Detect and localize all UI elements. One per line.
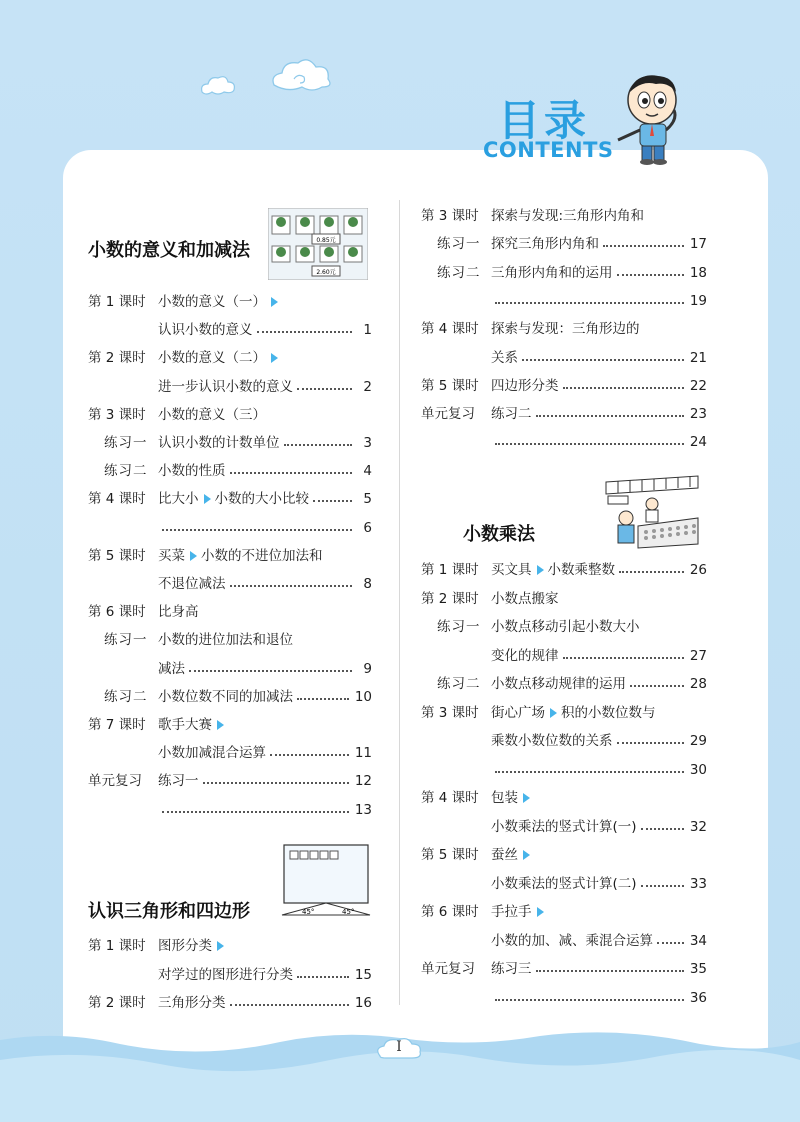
lesson-label: 第 3 课时 [421,208,479,224]
lesson-title: 变化的规律 [491,647,559,664]
dot-leader [162,811,349,813]
play-arrow-icon [537,565,544,575]
page-number-ref: 8 [363,576,372,592]
page-number-ref: 24 [689,434,707,451]
dot-leader [203,782,349,784]
lesson-title: 小数的意义（二） [158,350,266,367]
lesson-title: 小数的加、减、乘混合运算 [491,932,653,949]
dot-leader [657,942,684,944]
toc-entry[interactable] [421,727,707,749]
toc-entry[interactable] [88,711,372,733]
dot-leader [619,571,684,573]
toc-entry[interactable] [88,485,372,507]
dot-leader [522,359,684,361]
dot-leader [536,970,684,972]
toc-entry[interactable] [88,316,372,338]
lesson-label: 第 1 课时 [88,294,146,310]
dot-leader [495,302,684,304]
lesson-title: 比身高 [158,604,199,621]
page-number: I [396,1039,402,1055]
dot-leader [297,388,352,390]
mascot-boy-illustration [612,70,704,166]
toc-entry[interactable] [421,613,707,635]
toc-entry[interactable] [88,796,372,818]
page-number-ref: 1 [363,322,372,339]
lesson-label: 第 7 课时 [88,717,146,733]
lesson-label: 第 3 课时 [421,704,479,721]
dot-leader [270,754,349,756]
page-number-ref: 34 [689,932,707,949]
play-arrow-icon [271,297,278,307]
lesson-label: 练习二 [437,264,481,281]
toc-entry[interactable] [88,767,372,789]
lesson-label: 练习二 [437,676,481,692]
dot-leader [284,444,353,446]
lesson-title: 乘数小数位数的关系 [491,733,613,749]
dot-leader [495,443,684,445]
lesson-title: 小数的进位加法和退位 [158,632,293,649]
column-divider [399,200,400,1005]
toc-entry[interactable] [88,373,372,395]
lesson-title: 关系 [491,349,518,366]
page-number-ref: 19 [689,292,707,309]
toc-entry[interactable] [421,428,707,450]
play-arrow-icon [537,907,544,917]
page-number-ref: 12 [354,773,372,790]
page-number-ref: 13 [354,801,372,818]
dot-leader [641,885,684,887]
dot-leader [563,387,684,389]
cloud-decoration-left [198,72,240,98]
toc-entry[interactable] [421,259,707,281]
angle-label-2: 45° [342,908,355,916]
lesson-title: 小数乘法的竖式计算(二) [491,875,637,892]
lesson-title: 蚕丝 [491,847,518,863]
lesson-title: 小数的性质 [158,463,226,480]
lesson-title: 包装 [491,790,518,806]
lesson-title: 买菜 [158,547,185,564]
lesson-title: 小数加减混合运算 [158,745,266,762]
lesson-title: 不退位减法 [158,576,226,592]
page-number-ref: 29 [689,733,707,749]
lesson-title: 小数乘法的竖式计算(一) [491,818,637,835]
toc-entry[interactable] [88,961,372,983]
lesson-subtitle: 小数的不进位加法和 [201,547,323,564]
toc-entry[interactable] [421,556,707,578]
section-title-decimals: 小数的意义和加减法 [88,240,250,261]
lesson-label: 第 4 课时 [421,321,479,338]
page-number-ref: 2 [363,378,372,395]
page-subtitle: CONTENTS [483,138,614,162]
toc-entry[interactable] [421,315,707,337]
page-number-ref: 32 [689,818,707,835]
page-number-ref: 15 [354,966,372,983]
lesson-subtitle: 积的小数位数与 [561,704,656,721]
dot-leader [230,585,353,587]
dot-leader [257,331,353,333]
lesson-label: 单元复习 [421,961,475,977]
cloud-decoration-right [268,55,338,95]
lesson-label: 第 2 课时 [421,590,479,607]
dot-leader [297,976,349,978]
toc-entry[interactable] [88,457,372,479]
dot-leader [313,500,352,502]
toc-entry[interactable] [421,756,707,778]
toc-entry[interactable] [421,927,707,949]
lesson-title: 小数的意义（一） [158,294,266,310]
toc-entry[interactable] [421,813,707,835]
page-number-ref: 17 [689,236,707,253]
toc-entry[interactable] [421,670,707,692]
dot-leader [630,685,684,687]
toc-entry[interactable] [88,655,372,677]
dot-leader [189,670,352,672]
page-number-ref: 26 [689,562,707,578]
toc-entry[interactable] [421,784,707,806]
toc-entry[interactable] [421,984,707,1006]
play-arrow-icon [217,941,224,951]
dot-leader [603,245,684,247]
page-number-ref: 9 [363,660,372,677]
page-number-ref: 30 [689,761,707,778]
lesson-subtitle: 小数的大小比较 [214,491,309,508]
lesson-title: 小数的意义（三） [158,406,266,423]
dot-leader [230,472,353,474]
lesson-label: 第 2 课时 [88,995,146,1011]
triangle-ruler-illustration [280,843,372,921]
toc-entry[interactable] [88,932,372,954]
dot-leader [495,999,684,1001]
lesson-label: 单元复习 [88,773,142,790]
lesson-title: 四边形分类 [491,377,559,394]
lesson-title: 买文具 [491,562,532,578]
lesson-title: 进一步认识小数的意义 [158,378,293,395]
lesson-label: 第 2 课时 [88,350,146,367]
toc-entry[interactable] [88,739,372,761]
market-stall-illustration [604,474,700,550]
lesson-label: 第 5 课时 [88,547,146,564]
dot-leader [563,657,684,659]
play-arrow-icon [271,353,278,363]
lesson-title: 练习一 [158,773,199,790]
lesson-title: 探索与发现：三角形边的 [491,321,640,338]
toc-entry[interactable] [88,542,372,564]
toc-entry[interactable] [88,626,372,648]
lesson-label: 第 6 课时 [88,604,146,621]
toc-entry[interactable] [421,898,707,920]
lesson-title: 小数点移动规律的运用 [491,676,626,692]
lesson-label: 练习二 [104,688,148,705]
play-arrow-icon [217,720,224,730]
toc-entry[interactable] [421,202,707,224]
play-arrow-icon [523,850,530,860]
lesson-label: 练习二 [104,463,148,480]
play-arrow-icon [550,708,557,718]
play-arrow-icon [523,793,530,803]
lesson-label: 第 1 课时 [421,562,479,578]
lesson-label: 单元复习 [421,406,475,423]
section-title-triangles: 认识三角形和四边形 [88,901,250,922]
toc-entry[interactable] [88,989,372,1011]
toc-entry[interactable] [421,230,707,252]
lesson-title: 探究三角形内角和 [491,236,599,253]
dot-leader [162,529,352,531]
dot-leader [495,771,684,773]
page-number-ref: 10 [354,688,372,705]
lesson-label: 第 4 课时 [88,491,146,508]
lesson-title: 认识小数的计数单位 [158,435,280,451]
page-number-ref: 28 [689,676,707,692]
lesson-label: 第 3 课时 [88,406,146,423]
price-tag-2: 2.60元 [316,269,336,276]
lesson-title: 小数点移动引起小数大小 [491,619,640,635]
lesson-title: 练习二 [491,406,532,423]
page-number-ref: 5 [363,491,372,508]
price-tag-1: 0.85元 [316,237,336,244]
toc-entry[interactable] [421,400,707,422]
page-number-ref: 16 [354,995,372,1011]
dot-leader [230,1004,349,1006]
toc-entry[interactable] [88,683,372,705]
page-number-ref: 27 [689,647,707,664]
lesson-label: 练习一 [437,619,481,635]
angle-label-1: 45° [302,908,315,916]
toc-entry[interactable] [421,841,707,863]
toc-entry[interactable] [88,514,372,536]
page-number-ref: 4 [363,463,372,480]
toc-entry[interactable] [88,570,372,592]
page-title: 目录 [498,96,591,145]
page-number-ref: 23 [689,406,707,423]
lesson-title: 探索与发现:三角形内角和 [491,208,645,224]
lesson-label: 第 5 课时 [421,377,479,394]
play-arrow-icon [190,551,197,561]
toc-entry[interactable] [88,429,372,451]
toc-entry[interactable] [421,955,707,977]
dot-leader [536,415,684,417]
page-number-ref: 33 [689,875,707,892]
lesson-label: 第 5 课时 [421,847,479,863]
lesson-title: 三角形内角和的运用 [491,264,613,281]
toc-entry[interactable] [421,585,707,607]
lesson-title: 三角形分类 [158,995,226,1011]
lesson-title: 对学过的图形进行分类 [158,966,293,983]
lesson-label: 第 4 课时 [421,790,479,806]
lesson-label: 第 6 课时 [421,904,479,920]
page-number-ref: 36 [689,989,707,1006]
vegetable-stall-illustration [268,208,368,280]
page-number-ref: 3 [363,435,372,451]
dot-leader [617,742,684,744]
lesson-label: 第 1 课时 [88,938,146,954]
toc-entry[interactable] [421,642,707,664]
page-number-ref: 22 [689,377,707,394]
toc-entry[interactable] [88,598,372,620]
section-title-multiplication: 小数乘法 [463,524,535,545]
play-arrow-icon [204,494,211,504]
toc-entry[interactable] [421,699,707,721]
toc-entry[interactable] [88,344,372,366]
lesson-title: 练习三 [491,961,532,977]
lesson-title: 街心广场 [491,704,545,721]
toc-entry[interactable] [88,401,372,423]
page-number-ref: 18 [689,264,707,281]
page-number-ref: 6 [363,519,372,536]
lesson-title: 手拉手 [491,904,532,920]
lesson-title: 认识小数的意义 [158,322,253,339]
page-number-ref: 35 [689,961,707,977]
toc-entry[interactable] [421,870,707,892]
lesson-title: 歌手大赛 [158,717,212,733]
lesson-label: 练习一 [104,632,148,649]
toc-entry[interactable] [88,288,372,310]
lesson-subtitle: 小数乘整数 [547,562,615,578]
lesson-title: 图形分类 [158,938,212,954]
page-number-ref: 21 [689,349,707,366]
lesson-title: 小数位数不同的加减法 [158,688,293,705]
lesson-label: 练习一 [437,236,481,253]
toc-entry[interactable] [421,344,707,366]
lesson-label: 练习一 [104,435,148,451]
dot-leader [617,274,684,276]
dot-leader [297,698,349,700]
dot-leader [641,828,684,830]
lesson-title: 减法 [158,660,185,677]
lesson-title: 比大小 [158,491,199,508]
page-number-ref: 11 [354,745,372,762]
lesson-title: 小数点搬家 [491,590,559,607]
toc-entry[interactable] [421,287,707,309]
toc-entry[interactable] [421,372,707,394]
